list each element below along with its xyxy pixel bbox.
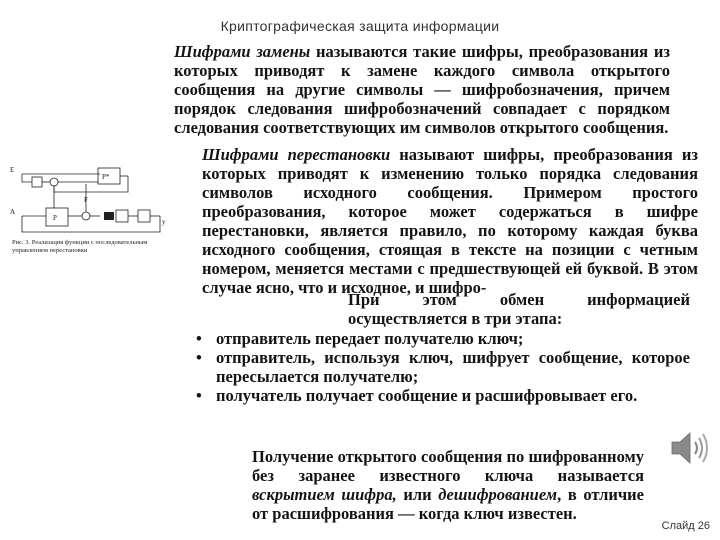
cipher-breaking-term: вскрытием шифра, <box>252 485 397 504</box>
transposition-cipher-term: Шифрами перестановки <box>202 145 391 164</box>
list-item: • отправитель, используя ключ, шифрует сообщение, которое пересылается получателю; <box>160 348 690 386</box>
substitution-cipher-definition: называются такие шифры, преобразования из которых приводят к замене каждого символа открытого сообщения на другие символы — шифробозначения, причем порядок следования шифробозначений совпадает с порядком следования соответствующих им символов открытого сообщения. <box>174 42 670 137</box>
decryption-text-2: или <box>396 485 439 504</box>
diagram-label-pk: P* <box>102 173 110 181</box>
diagram-label-y: y <box>162 218 166 226</box>
diagram-label-e: E <box>10 166 15 174</box>
decryption-text-3: , в отличие от расшифрования — когда ключ известен. <box>252 485 644 523</box>
list-item: • отправитель передает получателю ключ; <box>160 329 690 348</box>
list-item: • получатель получает сообщение и расшифровывает его. <box>160 386 690 405</box>
substitution-cipher-paragraph <box>150 42 670 137</box>
diagram-label-f: F <box>84 196 88 204</box>
deciphering-term: дешифрованием <box>438 485 558 504</box>
slide-title: Криптографическая защита информации <box>220 18 500 34</box>
exchange-stages-list <box>160 329 690 405</box>
transposition-cipher-paragraph <box>178 145 698 297</box>
decryption-text-1: Получение открытого сообщения по шифрованному без заранее известного ключа называется <box>252 447 644 485</box>
transposition-cipher-definition: называют шифры, преобразования из которых приводят к изменению только порядка следования символов исходного сообщения. Примером простого преобразования, которое может содержаться в шифре перестановки, является правило, по которому каждая буква исходного сообщения, стоящая в тексте на позиции с четным номером, меняется местами с предшествующей ей буквой. В этом случае ясно, что и исходное, и шифро- <box>202 145 698 297</box>
substitution-cipher-term: Шифрами замены <box>174 42 311 61</box>
exchange-stages-intro: При этом обмен информацией осуществляется в три этапа: <box>348 290 690 328</box>
figure-caption: Рис. 3. Реализация функции с последовательным управлением перестановки <box>12 239 148 254</box>
exchange-stages-section <box>160 290 690 405</box>
diagram-label-p: P <box>53 214 57 222</box>
diagram-label-a: A <box>10 208 16 216</box>
speaker-icon[interactable] <box>668 428 712 468</box>
slide-number: Слайд 26 <box>661 520 710 532</box>
decryption-paragraph <box>84 447 644 523</box>
